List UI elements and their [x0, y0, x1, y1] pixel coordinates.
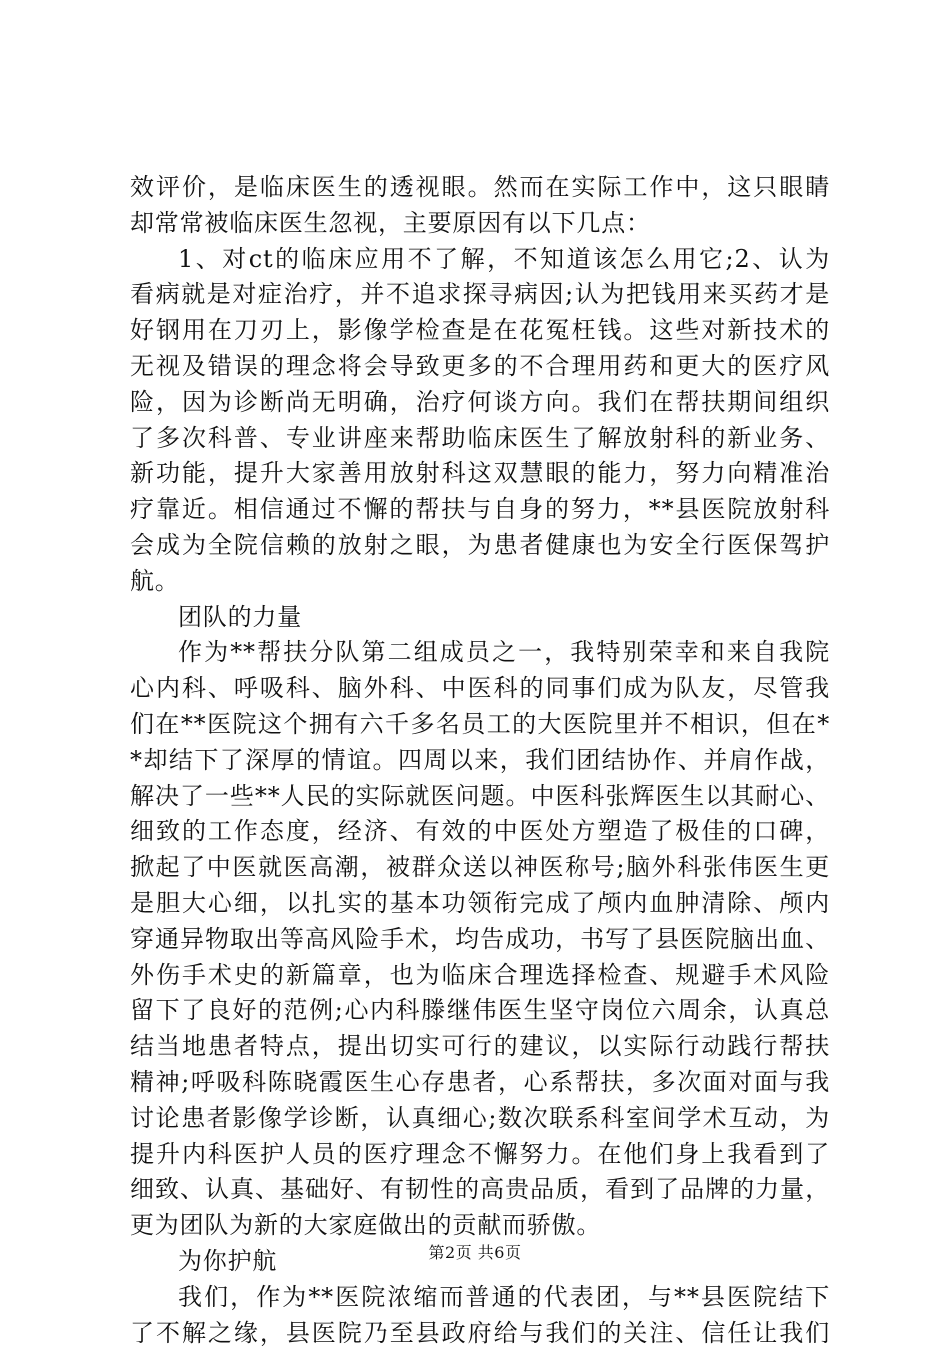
text-line: 却常常被临床医生忽视，主要原因有以下几点： [130, 206, 830, 242]
text-line: 细致、认真、基础好、有韧性的高贵品质，看到了品牌的力量， [130, 1172, 830, 1208]
text-line: 无视及错误的理念将会导致更多的不合理用药和更大的医疗风 [130, 349, 830, 385]
text-line: 细致的工作态度，经济、有效的中医处方塑造了极佳的口碑， [130, 814, 830, 850]
text-line: 团队的力量 [130, 600, 830, 636]
text-line: 更为团队为新的大家庭做出的贡献而骄傲。 [130, 1208, 830, 1244]
text-line: 作为**帮扶分队第二组成员之一，我特别荣幸和来自我院 [130, 635, 830, 671]
text-line: 我们，作为**医院浓缩而普通的代表团，与**县医院结下 [130, 1280, 830, 1316]
text-line: 精神;呼吸科陈晓霞医生心存患者，心系帮扶，多次面对面与我 [130, 1065, 830, 1101]
text-line: 掀起了中医就医高潮，被群众送以神医称号;脑外科张伟医生更 [130, 850, 830, 886]
text-line: 看病就是对症治疗，并不追求探寻病因;认为把钱用来买药才是 [130, 277, 830, 313]
text-line: 们在**医院这个拥有六千多名员工的大医院里并不相识，但在* [130, 707, 830, 743]
document-body [130, 170, 830, 1351]
text-line: *却结下了深厚的情谊。四周以来，我们团结协作、并肩作战， [130, 743, 830, 779]
text-line: 险，因为诊断尚无明确，治疗何谈方向。我们在帮扶期间组织 [130, 385, 830, 421]
text-line: 解决了一些**人民的实际就医问题。中医科张辉医生以其耐心、 [130, 779, 830, 815]
text-line: 心内科、呼吸科、脑外科、中医科的同事们成为队友，尽管我 [130, 671, 830, 707]
page-footer: 第2页 共6页 [0, 1242, 950, 1264]
text-line: 外伤手术史的新篇章，也为临床合理选择检查、规避手术风险 [130, 958, 830, 994]
text-line: 1、对ct的临床应用不了解，不知道该怎么用它;2、认为 [130, 242, 830, 278]
text-line: 效评价，是临床医生的透视眼。然而在实际工作中，这只眼睛 [130, 170, 830, 206]
text-line: 提升内科医护人员的医疗理念不懈努力。在他们身上我看到了 [130, 1137, 830, 1173]
text-line: 疗靠近。相信通过不懈的帮扶与自身的努力，**县医院放射科 [130, 492, 830, 528]
text-line: 为你护航 [130, 1244, 830, 1280]
text-line: 是胆大心细，以扎实的基本功领衔完成了颅内血肿清除、颅内 [130, 886, 830, 922]
text-line: 穿通异物取出等高风险手术，均告成功，书写了县医院脑出血、 [130, 922, 830, 958]
text-line: 新功能，提升大家善用放射科这双慧眼的能力，努力向精准治 [130, 456, 830, 492]
text-line: 了多次科普、专业讲座来帮助临床医生了解放射科的新业务、 [130, 421, 830, 457]
text-line: 了不解之缘，县医院乃至县政府给与我们的关注、信任让我们 [130, 1316, 830, 1351]
text-line: 结当地患者特点，提出切实可行的建议，以实际行动践行帮扶 [130, 1029, 830, 1065]
text-line: 留下了良好的范例;心内科滕继伟医生坚守岗位六周余，认真总 [130, 993, 830, 1029]
text-line: 讨论患者影像学诊断，认真细心;数次联系科室间学术互动，为 [130, 1101, 830, 1137]
text-line: 航。 [130, 564, 830, 600]
text-line: 好钢用在刀刃上，影像学检查是在花冤枉钱。这些对新技术的 [130, 313, 830, 349]
text-line: 会成为全院信赖的放射之眼，为患者健康也为安全行医保驾护 [130, 528, 830, 564]
